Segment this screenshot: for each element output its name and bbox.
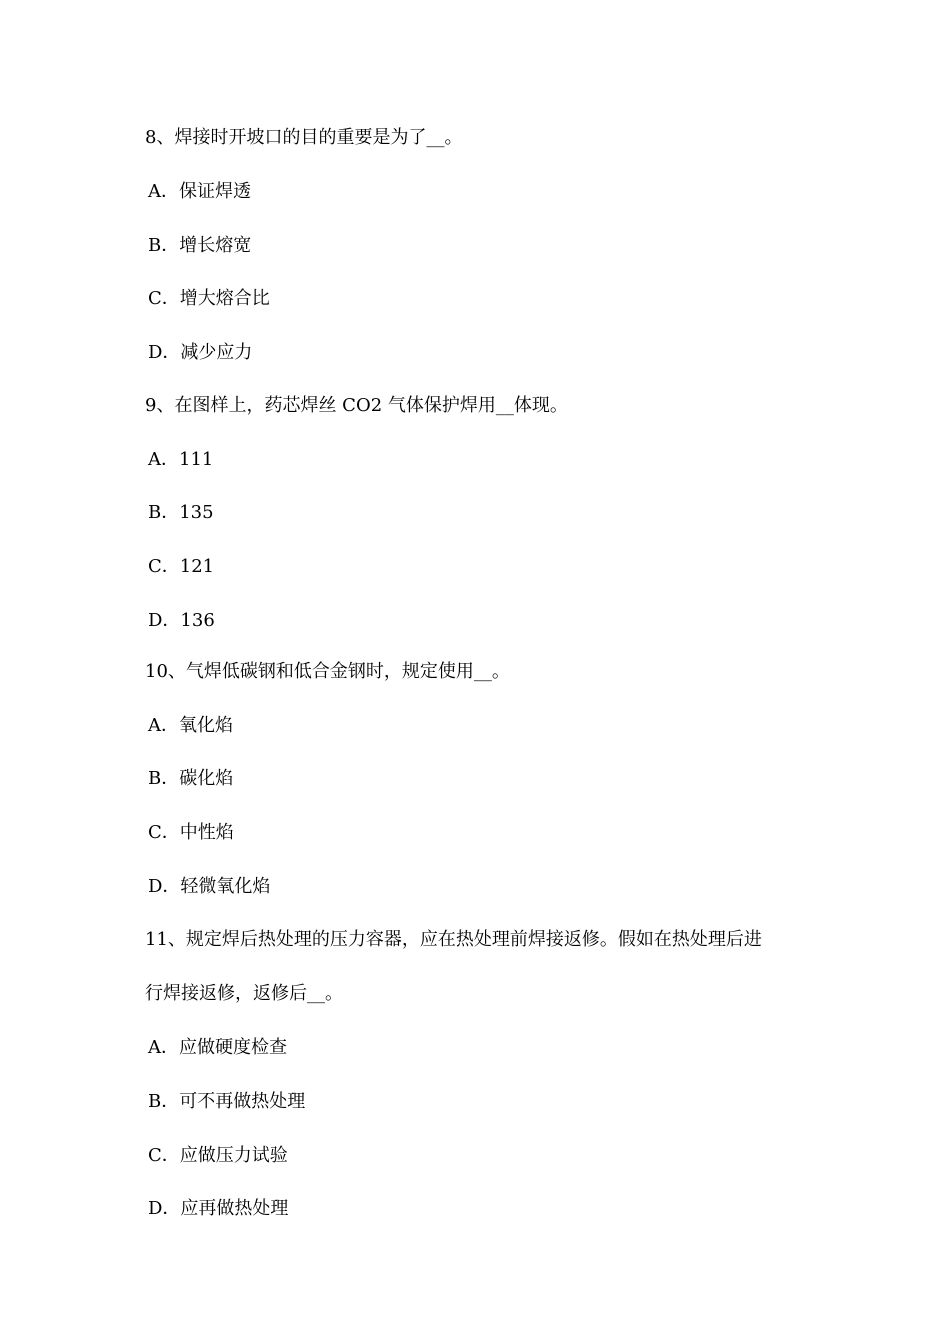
question-10-option-d: D．轻微氧化焰 xyxy=(148,876,271,897)
question-9-option-b: B．135 xyxy=(148,502,214,523)
question-11-option-b: B．可不再做热处理 xyxy=(148,1091,306,1112)
question-11-option-c: C．应做压力试验 xyxy=(148,1145,288,1166)
question-8-option-d: D．减少应力 xyxy=(148,342,253,363)
question-10-option-a: A．氧化焰 xyxy=(148,715,233,736)
question-8-stem: 8、焊接时开坡口的目的重要是为了__。 xyxy=(145,127,463,148)
question-9-option-c: C．121 xyxy=(148,556,215,577)
question-9-option-a: A．111 xyxy=(148,449,214,470)
question-11-stem-line-1: 11、规定焊后热处理的压力容器，应在热处理前焊接返修。假如在热处理后进 xyxy=(145,929,762,950)
question-10-stem: 10、气焊低碳钢和低合金钢时，规定使用__。 xyxy=(145,661,510,682)
question-8-option-c: C．增大熔合比 xyxy=(148,288,270,309)
question-8-option-a: A．保证焊透 xyxy=(148,181,251,202)
question-10-option-c: C．中性焰 xyxy=(148,822,234,843)
question-11-option-d: D．应再做热处理 xyxy=(148,1198,289,1219)
question-8-option-b: B．增长熔宽 xyxy=(148,235,252,256)
question-9-stem: 9、在图样上，药芯焊丝 CO2 气体保护焊用__体现。 xyxy=(145,395,568,416)
question-10-option-b: B．碳化焰 xyxy=(148,768,234,789)
question-9-option-d: D．136 xyxy=(148,610,215,631)
question-11-stem-line-2: 行焊接返修，返修后__。 xyxy=(145,983,343,1004)
question-11-option-a: A．应做硬度检查 xyxy=(148,1037,287,1058)
